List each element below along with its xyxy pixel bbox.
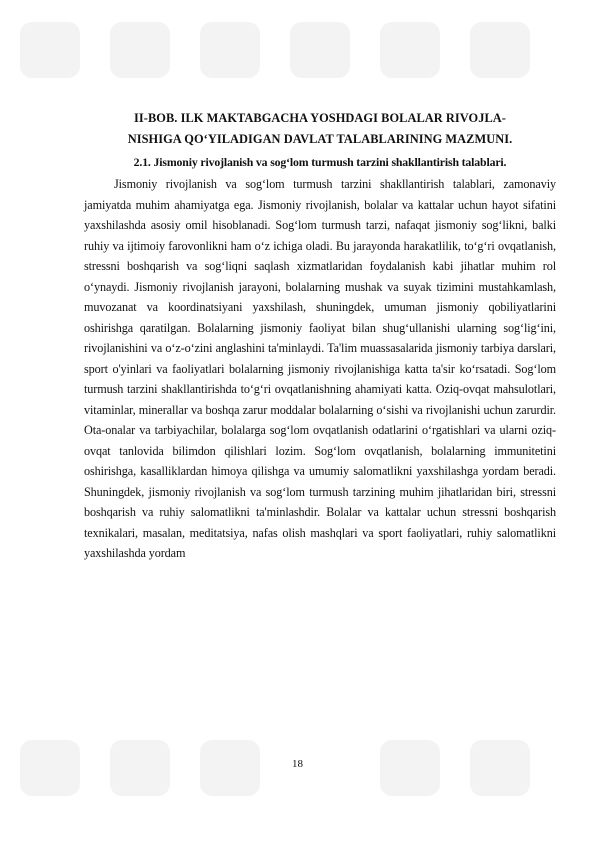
document-page xyxy=(84,108,556,564)
section-heading: 2.1. Jismoniy rivojlanish va sog‘lom turmush tarzini shakllantirish talablari. xyxy=(133,155,507,169)
chapter-heading-line-1: II-BOB. ILK MAKTABGACHA YOSHDAGI BOLALAR RIVOJLA- xyxy=(134,111,506,125)
body-paragraph: Jismoniy rivojlanish va sog‘lom turmush tarzini shakllantirish talablari, zamonaviy jamiyatda muhim ahamiyatga ega. Jismoniy rivojlanish, bolalar va kattalar uchun hayot sifatini yaxshilashda asosiy omil hisoblanadi. Sog‘lom turmush tarzi, nafaqat jismoniy sog‘likni, balki ruhiy va ijtimoiy farovonlikni ham o‘z ichiga oladi. Bu jarayonda harakatlilik, to‘g‘ri ovqatlanish, stressni boshqarish va sog‘liqni saqlash xizmatlaridan foydalanish kabi jihatlar muhim rol o‘ynaydi. Jismoniy rivojlanish jarayoni, bolalarning mushak va suyak tizimini mustahkamlash, muvozanat va koordinatsiyani yaxshilash, shuningdek, umuman jismoniy qobiliyatlarini oshirishga qaratilgan. Bolalarning jismoniy faoliyat bilan shug‘ullanishi ularning sog‘lig‘ini, rivojlanishini va o‘z-o‘zini anglashini ta'minlaydi. Ta'lim muassasalarida jismoniy tarbiya darslari, sport o'yinlari va faoliyatlari bolalarning jismoniy rivojlanishiga katta ta'sir ko‘rsatadi. Sog‘lom turmush tarzini shakllantirishda to‘g‘ri ovqatlanishning ahamiyati katta. Oziq-ovqat mahsulotlari, vitaminlar, minerallar va boshqa zarur moddalar bolalarning o‘sishi va rivojlanishi uchun zarurdir. Ota-onalar va tarbiyachilar, bolalarga sog‘lom ovqatlanish odatlarini o‘rgatishlari va ularni oziq-ovqat tanlovida bilimdon qilishlari lozim. Sog‘lom ovqatlanish, bolalarning immunitetini oshirishga, kasalliklardan himoya qilishga va umumiy salomatlikni yaxshilashga yordam beradi. Shuningdek, jismoniy rivojlanish va sog‘lom turmush tarzining muhim jihatlaridan biri, stressni boshqarish va ruhiy salomatlikni ta'minlashdir. Bolalar va kattalar uchun stressni boshqarish texnikalari, masalan, meditatsiya, nafas olish mashqlari va sport faoliyatlari, ruhiy salomatlikni yaxshilashda yordam xyxy=(84,177,556,560)
chapter-heading-line-2: NISHIGA QO‘YILADIGAN DAVLAT TALABLARINING MAZMUNI. xyxy=(127,132,513,146)
page-number: 18 xyxy=(292,758,303,770)
